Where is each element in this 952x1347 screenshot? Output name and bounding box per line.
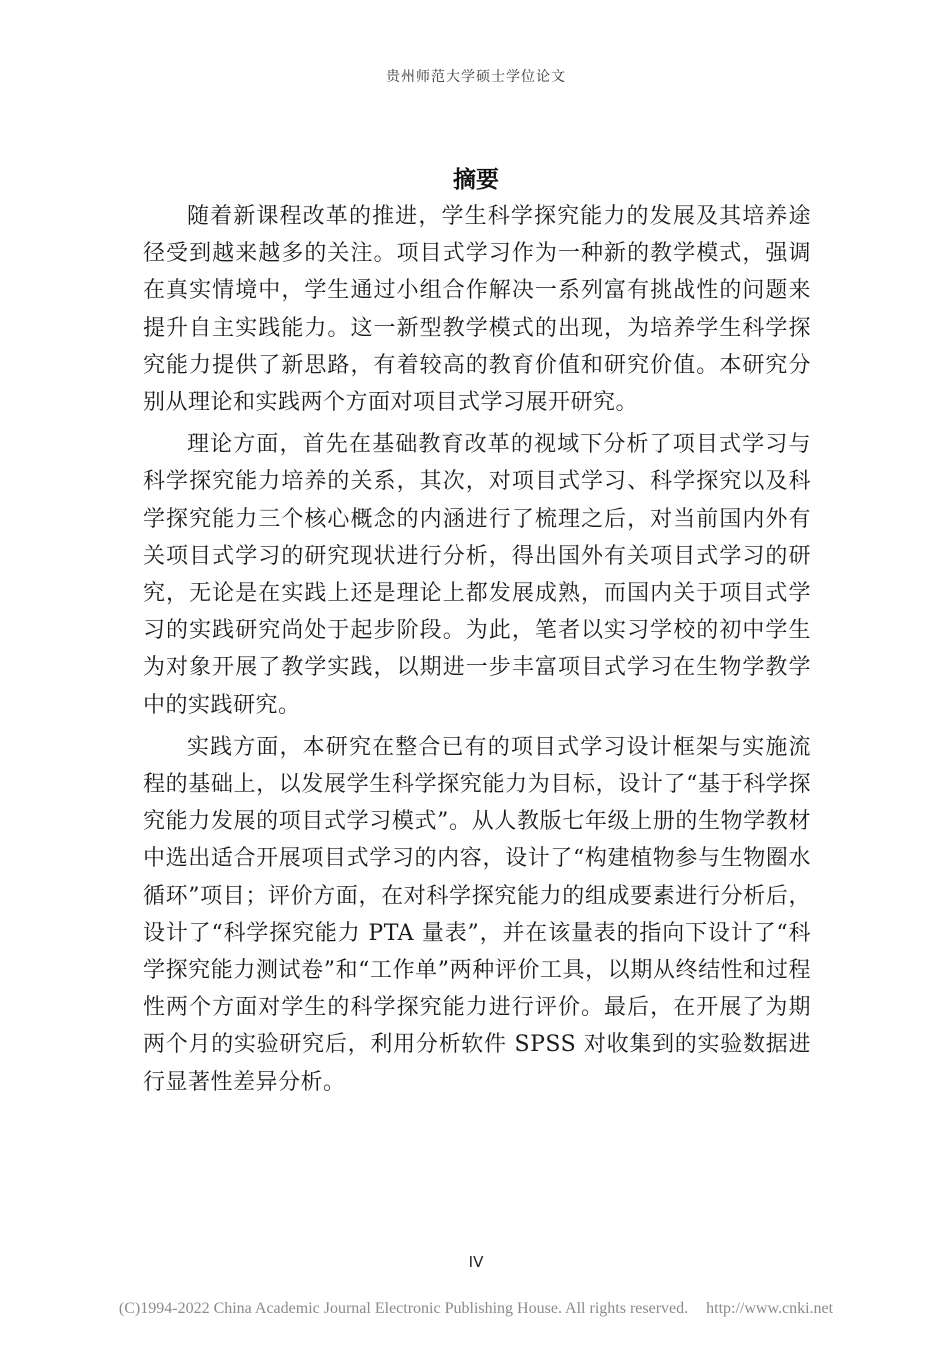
page-number: IV — [468, 1253, 484, 1271]
cnki-link[interactable]: http://www.cnki.net — [706, 1300, 834, 1317]
abstract-paragraph: 实践方面，本研究在整合已有的项目式学习设计框架与实施流程的基础上，以发展学生科学探究能力为目标，设计了“基于科学探究能力发展的项目式学习模式”。从人教版七年级上册的生物学教材中选出适合开展项目式学习的内容，设计了“构建植物参与生物圈水循环”项目；评价方面，在对科学探究能力的组成要素进行分析后，设计了“科学探究能力 PTA 量表”，并在该量表的指向下设计了“科学探究能力测试卷”和“工作单”两种评价工具，以期从终结性和过程性两个方面对学生的科学探究能力进行评价。最后，在开展了为期两个月的实验研究后，利用分析软件 SPSS 对收集到的实验数据进行显著性差异分析。 — [143, 734, 811, 1095]
copyright-text: (C)1994-2022 China Academic Journal Electronic Publishing House. All rights reserved. — [118, 1300, 689, 1317]
copyright-footer — [0, 1300, 952, 1318]
abstract-paragraph: 理论方面，首先在基础教育改革的视域下分析了项目式学习与科学探究能力培养的关系，其次，对项目式学习、科学探究以及科学探究能力三个核心概念的内涵进行了梳理之后，对当前国内外有关项目式学习的研究现状进行分析，得出国外有关项目式学习的研究，无论是在实践上还是理论上都发展成熟，而国内关于项目式学习的实践研究尚处于起步阶段。为此，笔者以实习学校的初中学生为对象开展了教学实践，以期进一步丰富项目式学习在生物学教学中的实践研究。 — [143, 432, 811, 718]
abstract-body — [143, 198, 811, 1106]
abstract-title: 摘要 — [453, 167, 499, 193]
abstract-paragraph: 随着新课程改革的推进，学生科学探究能力的发展及其培养途径受到越来越多的关注。项目式学习作为一种新的教学模式，强调在真实情境中，学生通过小组合作解决一系列富有挑战性的问题来提升自主实践能力。这一新型教学模式的出现，为培养学生科学探究能力提供了新思路，有着较高的教育价值和研究价值。本研究分别从理论和实践两个方面对项目式学习展开研究。 — [143, 204, 811, 416]
running-header: 贵州师范大学硕士学位论文 — [386, 69, 566, 85]
